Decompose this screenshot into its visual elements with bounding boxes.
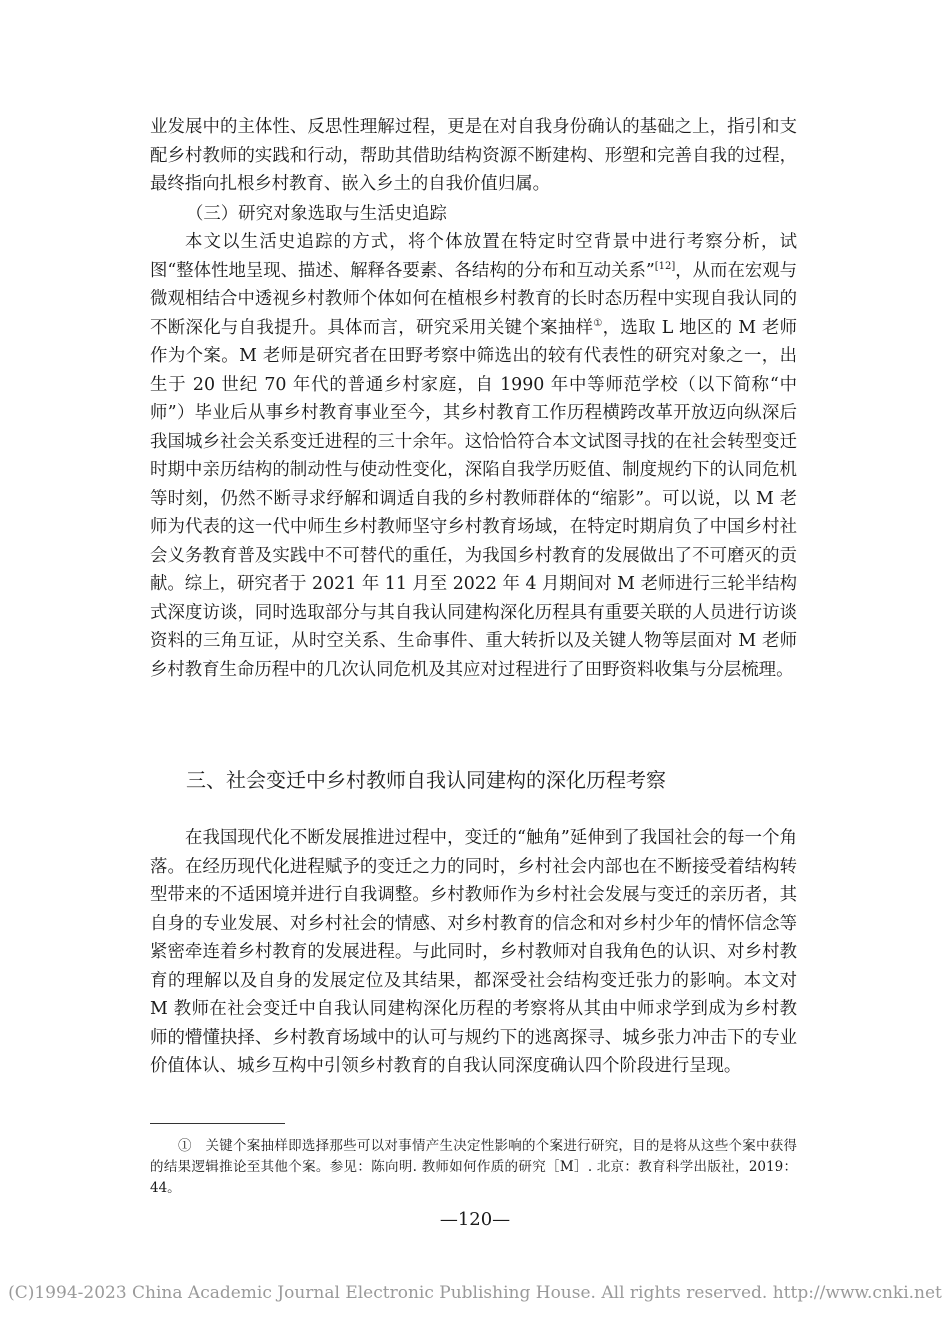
paragraph-text-part: 本文以生活史追踪的方式，将个体放置在特定时空背景中进行考察分析，试图“整体性地呈现、描述、解释各要素、各结构的分布和互动关系” [150, 232, 797, 281]
footnote-marker[interactable]: ① [593, 317, 603, 329]
section-title: 三、社会变迁中乡村教师自我认同建构的深化历程考察 [186, 768, 666, 792]
page-number: —120— [439, 1209, 511, 1230]
paragraph-text-part: ，从而在宏观与微观相结合中透视乡村教师个体如何在植根乡村教育的长时态历程中实现自我认同的不断深化与自我提升。具体而言，研究采用关键个案抽样 [150, 260, 798, 338]
footnote-divider [150, 1123, 285, 1124]
paragraph-text-part: ，选取 L 地区的 M 老师作为个案。M 老师是研究者在田野考察中筛选出的较有代表性的研究对象之一，出生于 20 世纪 70 年代的普通乡村家庭，自 1990 年中等师范学校（以下简称“中师”）毕业后从事乡村教育事业至今，其乡村教育工作历程横跨改革开放迈向纵深后我国城乡社会关系变迁进程的三十余年。这恰恰符合本文试图寻找的在社会转型变迁时期中亲历结构的制动性与使动性变化，深陷自我学历贬值、制度规约下的认同危机等时刻，仍然不断寻求纾解和调适自我的乡村教师群体的“缩影”。可以说，以 M 老师为代表的这一代中师生乡村教师坚守乡村教育场域，在特定时期肩负了中国乡村社会义务教育普及实践中不可替代的重任，为我国乡村教育的发展做出了不可磨灭的贡献。综上，研究者于 2021 年 11 月至 2022 年 4 月期间对 M 老师进行三轮半结构式深度访谈，同时选取部分与其自我认同建构深化历程具有重要关联的人员进行访谈资料的三角互证，从时空关系、生命事件、重大转折以及关键人物等层面对 M 老师乡村教育生命历程中的几次认同危机及其应对过程进行了田野资料收集与分层梳理。 [150, 317, 797, 680]
subsection-heading: （三）研究对象选取与生活史追踪 [186, 204, 447, 224]
copyright-watermark: (C)1994-2023 China Academic Journal Electronic Publishing House. All rights reserved. http://www.cnki.net [8, 1283, 942, 1303]
paragraph-continuation: 业发展中的主体性、反思性理解过程，更是在对自我身份确认的基础之上，指引和支配乡村教师的实践和行动，帮助其借助结构资源不断建构、形塑和完善自我的过程，最终指向扎根乡村教育、嵌入乡土的自我价值归属。 [150, 117, 797, 194]
paragraph-research-method [150, 228, 797, 684]
footnote: ① 关键个案抽样即选择那些可以对事情产生决定性影响的个案进行研究，目的是将从这些个案中获得的结果逻辑推论至其他个案。参见：陈向明. 教师如何作质的研究［M］. 北京：教育科学出版社，2019：44。 [150, 1138, 797, 1196]
citation-marker[interactable]: [12] [654, 260, 676, 272]
paragraph-section-intro: 在我国现代化不断发展推进过程中，变迁的“触角”延伸到了我国社会的每一个角落。在经历现代化进程赋予的变迁之力的同时，乡村社会内部也在不断接受着结构转型带来的不适困境并进行自我调整。乡村教师作为乡村社会发展与变迁的亲历者，其自身的专业发展、对乡村社会的情感、对乡村教育的信念和对乡村少年的情怀信念等紧密牵连着乡村教育的发展进程。与此同时，乡村教师对自我角色的认识、对乡村教育的理解以及自身的发展定位及其结果，都深受社会结构变迁张力的影响。本文对 M 教师在社会变迁中自我认同建构深化历程的考察将从其由中师求学到成为乡村教师的懵懂抉择、乡村教育场域中的认可与规约下的逃离探寻、城乡张力冲击下的专业价值体认、城乡互构中引领乡村教育的自我认同深度确认四个阶段进行呈现。 [150, 828, 797, 1076]
